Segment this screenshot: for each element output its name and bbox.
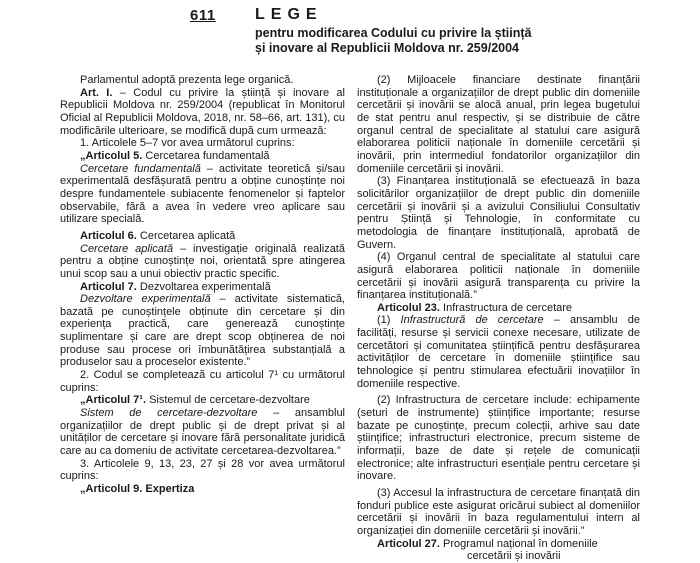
article-23-title: Infrastructura de cercetare — [439, 301, 573, 314]
article-27-heading — [357, 538, 640, 551]
paragraph-2: (2) Mijloacele financiare destinate finanțării instituționale a organizațiilor de drept public din domeniile cercetării și inovării se alocă anual, prin legea bugetului de stat pentru anul respectiv, și se distribuie de către organul central de specialitate al statului care asigură elaborarea politicii naționale în domeniile cercetării și inovării, prin intermediul fondatorilor organizațiilor din domeniile cercetării și inovării. — [357, 74, 640, 175]
title-line-2: și inovare al Republicii Moldova nr. 259/2004 — [255, 41, 519, 55]
article-23-p1-number: (1) — [377, 314, 401, 327]
article-23-p1-text: – ansamblu de facilități, resurse și servicii conexe necesare, utilizate de cercetători și comunitatea științifică pentru desfășurarea activităților de cercetare în domeniile științifice sau tehnologice și pentru stimularea efectuării inovațiilor în domeniile respective. — [357, 314, 640, 390]
item-1: 1. Articolele 5–7 vor avea următorul cuprins: — [80, 137, 295, 150]
article-I-label: Art. I. — [80, 86, 113, 99]
right-column — [357, 74, 640, 563]
article-7-term: Dezvoltare experimentală — [80, 293, 211, 306]
item-3: 3. Articolele 9, 13, 23, 27 și 28 vor avea următorul cuprins: — [60, 457, 345, 483]
article-5-definition — [60, 163, 345, 226]
paragraph-3: (3) Finanțarea instituțională se efectuează în baza solicitărilor organizațiilor de drept public din domeniile cercetării și inovării și a avizului Consiliului Consultativ pentru Știință și Tehnologie, în conformitate cu metodologia de finanțare instituțională, aprobată de Guvern. — [357, 175, 640, 251]
article-23-p1-term: Infrastructură de cercetare — [400, 314, 544, 327]
article-9-label: „Articolul 9. Expertiza — [80, 483, 195, 495]
article-5-title: Cercetarea fundamentală — [142, 149, 270, 162]
article-6-definition — [60, 243, 345, 281]
article-6-text: – investigație originală realizată pentru a obține cunoștințe noi, orientată spre atingerea unui scop sau a unui obiectiv practic specific. — [60, 242, 345, 280]
article-7-text: – activitate sistematică, bazată pe cunoștințele obținute din cercetare și din experiența practică, care generează cunoștințe suplimentare și care are drept scop obținerea de noi produse sau procese ori îmbunătățirea substanțială a produselor sau a proceselor existente.” — [60, 293, 345, 369]
article-I-text: – Codul cu privire la știință și inovare al Republicii Moldova nr. 259/2004 (republicat în Monitorul Oficial al Republicii Moldova, 2018, nr. 58–66, art. 131), cu modificările ulterioare, se modifică după cum urmează: — [60, 86, 345, 137]
article-7-definition — [60, 293, 345, 369]
article-7-1-title: Sistemul de cercetare-dezvoltare — [146, 394, 310, 407]
article-6-title: Cercetarea aplicată — [136, 229, 236, 242]
article-27-title-continued: cercetării și inovării — [467, 550, 561, 563]
article-27-label: Articolul 27. — [377, 537, 440, 550]
article-I-paragraph — [60, 87, 345, 138]
article-9-heading — [60, 483, 345, 496]
article-7-label: Articolul 7. — [80, 280, 137, 293]
article-6-term: Cercetare aplicată — [80, 242, 174, 255]
article-23-heading — [357, 302, 640, 315]
article-23-paragraph-1 — [357, 314, 640, 390]
article-5-heading — [60, 150, 345, 163]
article-23-label: Articolul 23. — [377, 301, 440, 314]
left-column — [60, 74, 345, 496]
article-7-1-definition — [60, 407, 345, 458]
article-7-heading — [60, 281, 345, 294]
article-7-1-term: Sistem de cercetare-dezvoltare — [80, 407, 258, 420]
intro-paragraph: Parlamentul adoptă prezenta lege organică. — [80, 74, 294, 86]
title-line-1: pentru modificarea Codului cu privire la știință — [255, 26, 532, 40]
article-5-term: Cercetare fundamentală — [80, 162, 201, 175]
article-7-title: Dezvoltarea experimentală — [136, 280, 271, 293]
item-2: 2. Codul se completează cu articolul 7¹ cu următorul cuprins: — [60, 369, 345, 394]
article-27-title: Programul național în domeniile — [439, 537, 598, 550]
article-6-label: Articolul 6. — [80, 229, 137, 242]
article-5-text: – activitate teoretică și/sau experimentală desfășurată pentru a obține cunoștințe noi despre fundamentele subiacente fenomenelor și faptelor observabile, fără a avea în vedere vreo aplicare sau utilizare specială. — [60, 162, 345, 226]
document-type: LEGE — [255, 6, 323, 23]
article-23-paragraph-3: (3) Accesul la infrastructura de cercetare finanțată din fonduri publice este asigurat oricărui subiect al domeniilor cercetării și inovării în baza regulamentului intern al organizației din domeniile cercetării și inovării.” — [357, 487, 640, 537]
document-title — [255, 26, 585, 56]
page-number: 611 — [190, 7, 216, 24]
article-5-label: „Articolul 5. — [80, 149, 143, 162]
article-7-1-heading — [60, 394, 345, 407]
article-7-1-text: – ansamblul organizațiilor de drept public și de drept privat și al unităților de cercetare și inovare fără personalitate juridică care au ca domeniu de activitate cercetarea-dezvoltarea.” — [60, 407, 346, 458]
paragraph-4: (4) Organul central de specialitate al statului care asigură elaborarea politicii naționale în domeniile cercetării și inovării asigură transparența cu privire la finanțarea instituțională.” — [357, 251, 640, 302]
article-6-heading — [60, 230, 345, 243]
article-23-paragraph-2: (2) Infrastructura de cercetare include: echipamente (seturi de instrumente) științifice importante; resurse bazate pe cunoștințe, precum colecții, arhive sau date științifice; infrastructuri electronice, precum sisteme de informații, baze de date și rețele de comunicații electronice; alte infrastructuri esențiale pentru cercetare și inovare. — [357, 394, 640, 483]
article-7-1-label: „Articolul 7¹. — [80, 394, 147, 407]
